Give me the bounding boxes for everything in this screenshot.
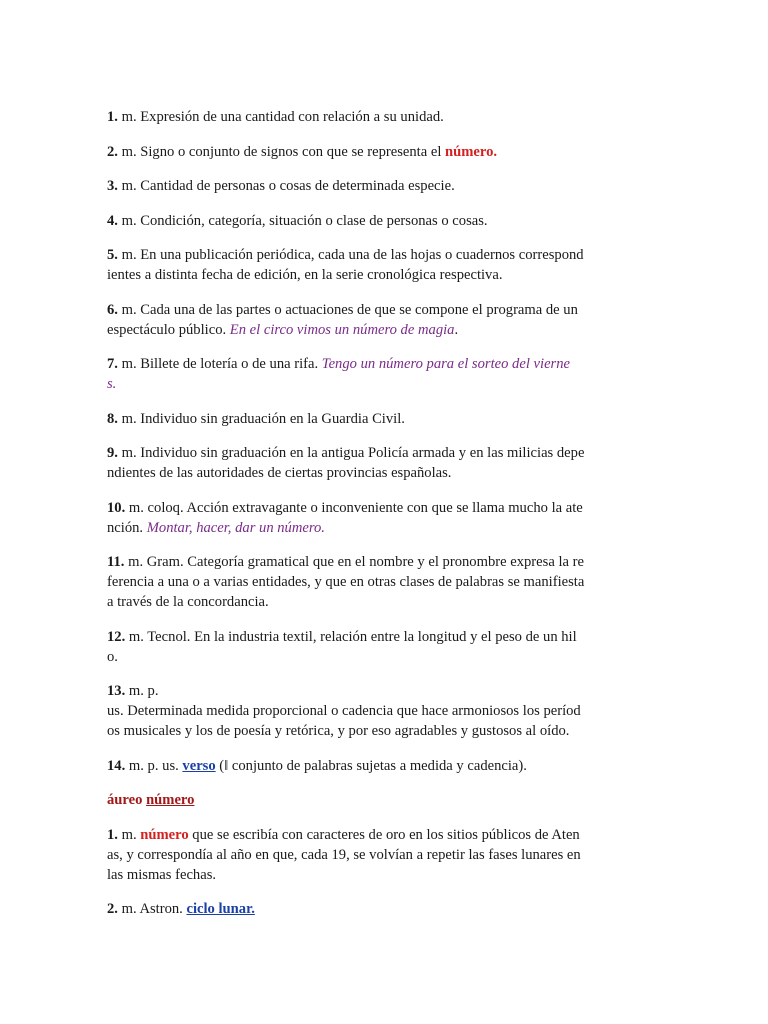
- definition-13: [107, 681, 667, 741]
- cross-reference-link[interactable]: verso: [182, 757, 216, 774]
- definition-text-line: us. Determinada medida proporcional o cadencia que hace armoniosos los períod: [107, 703, 581, 719]
- definition-6: [107, 300, 667, 340]
- definition-10: [107, 498, 667, 538]
- definition-text: m. Expresión de una cantidad con relación a su unidad.: [121, 109, 444, 125]
- definition-text: m. p. us.: [128, 757, 183, 774]
- definition-text: .: [454, 321, 459, 338]
- definition-text: m. Condición, categoría, situación o clase de personas o cosas.: [121, 212, 488, 229]
- definition-7: [107, 354, 667, 394]
- definition-text-line: espectáculo público.: [107, 321, 230, 338]
- definition-number: 7.: [107, 356, 118, 372]
- sub-entry-heading: [107, 790, 667, 810]
- definition-9: [107, 443, 667, 483]
- sub-definition-1: [107, 825, 667, 885]
- definition-4: [107, 211, 667, 231]
- definition-text: m. Gram. Categoría gramatical que en el nombre y el pronombre expresa la re: [128, 554, 584, 570]
- definition-text: m. Cada una de las partes o actuaciones de que se compone el programa de un: [121, 301, 578, 318]
- definition-14: [107, 756, 667, 776]
- cross-reference-link[interactable]: número: [140, 826, 189, 843]
- definition-text: m. p.: [128, 683, 159, 699]
- definition-number: 10.: [107, 499, 126, 516]
- definition-number: 8.: [107, 410, 118, 427]
- sub-entry-word: áureo: [107, 792, 147, 808]
- definition-text: m. Individuo sin graduación en la antigua Policía armada y en las milicias depe: [121, 445, 585, 461]
- definition-number: 6.: [107, 301, 118, 318]
- definition-text-line: a través de la concordancia.: [107, 594, 269, 610]
- definition-number: 2.: [107, 901, 118, 917]
- definition-12: [107, 627, 667, 667]
- definition-text-line: o.: [107, 648, 118, 665]
- definition-number: 3.: [107, 178, 118, 194]
- definition-text-line: ientes a distinta fecha de edición, en la serie cronológica respectiva.: [107, 267, 503, 283]
- usage-example-line: s.: [107, 376, 117, 392]
- definition-text: (ǁ conjunto de palabras sujetas a medida y cadencia).: [215, 757, 527, 774]
- definition-number: 2.: [107, 143, 118, 160]
- definition-2: [107, 142, 667, 162]
- definition-number: 9.: [107, 445, 118, 461]
- definition-number: 13.: [107, 683, 126, 699]
- usage-example: Tengo un número para el sorteo del vierne: [321, 356, 570, 372]
- cross-reference-link[interactable]: número.: [445, 143, 498, 160]
- definition-number: 11.: [107, 554, 125, 570]
- definition-text-line: os musicales y los de poesía y retórica, y por eso agradables y gustosos al oído.: [107, 723, 570, 739]
- definition-number: 12.: [107, 628, 126, 645]
- dictionary-entry: [107, 107, 667, 934]
- definition-text-line: ndientes de las autoridades de ciertas provincias españolas.: [107, 465, 452, 481]
- usage-example: Montar, hacer, dar un número.: [146, 519, 325, 536]
- definition-1: [107, 107, 667, 127]
- cross-reference-link[interactable]: ciclo lunar.: [186, 901, 255, 917]
- definition-text: m. Signo o conjunto de signos con que se representa el: [121, 143, 446, 160]
- definition-text-line: las mismas fechas.: [107, 866, 217, 883]
- definition-text-line: nción.: [107, 519, 147, 536]
- definition-text-line: ferencia a una o a varias entidades, y que en otras clases de palabras se manifiesta: [107, 574, 585, 590]
- sub-entry-link[interactable]: número: [146, 792, 195, 808]
- definition-text-line: as, y correspondía al año en que, cada 19, se volvían a repetir las fases lunares en: [107, 846, 581, 863]
- definition-text: m. Cantidad de personas o cosas de determinada especie.: [121, 178, 455, 194]
- definition-text: m. Billete de lotería o de una rifa.: [121, 356, 322, 372]
- sub-definition-2: [107, 899, 667, 919]
- definition-text: m. coloq. Acción extravagante o inconveniente con que se llama mucho la ate: [128, 499, 583, 516]
- definition-number: 1.: [107, 826, 118, 843]
- definition-3: [107, 176, 667, 196]
- definition-11: [107, 552, 667, 612]
- definition-number: 1.: [107, 109, 118, 125]
- definition-text: m. Individuo sin graduación en la Guardia Civil.: [121, 410, 405, 427]
- definition-5: [107, 245, 667, 285]
- usage-example: En el circo vimos un número de magia: [229, 321, 455, 338]
- definition-number: 14.: [107, 757, 126, 774]
- definition-text: que se escribía con caracteres de oro en los sitios públicos de Aten: [188, 826, 580, 843]
- definition-text: m. Tecnol. En la industria textil, relación entre la longitud y el peso de un hil: [128, 628, 577, 645]
- definition-text: m. En una publicación periódica, cada una de las hojas o cuadernos correspond: [121, 247, 584, 263]
- definition-number: 5.: [107, 247, 118, 263]
- definition-text: m. Astron.: [121, 901, 187, 917]
- definition-8: [107, 409, 667, 429]
- definition-text: m.: [121, 826, 141, 843]
- definition-number: 4.: [107, 212, 118, 229]
